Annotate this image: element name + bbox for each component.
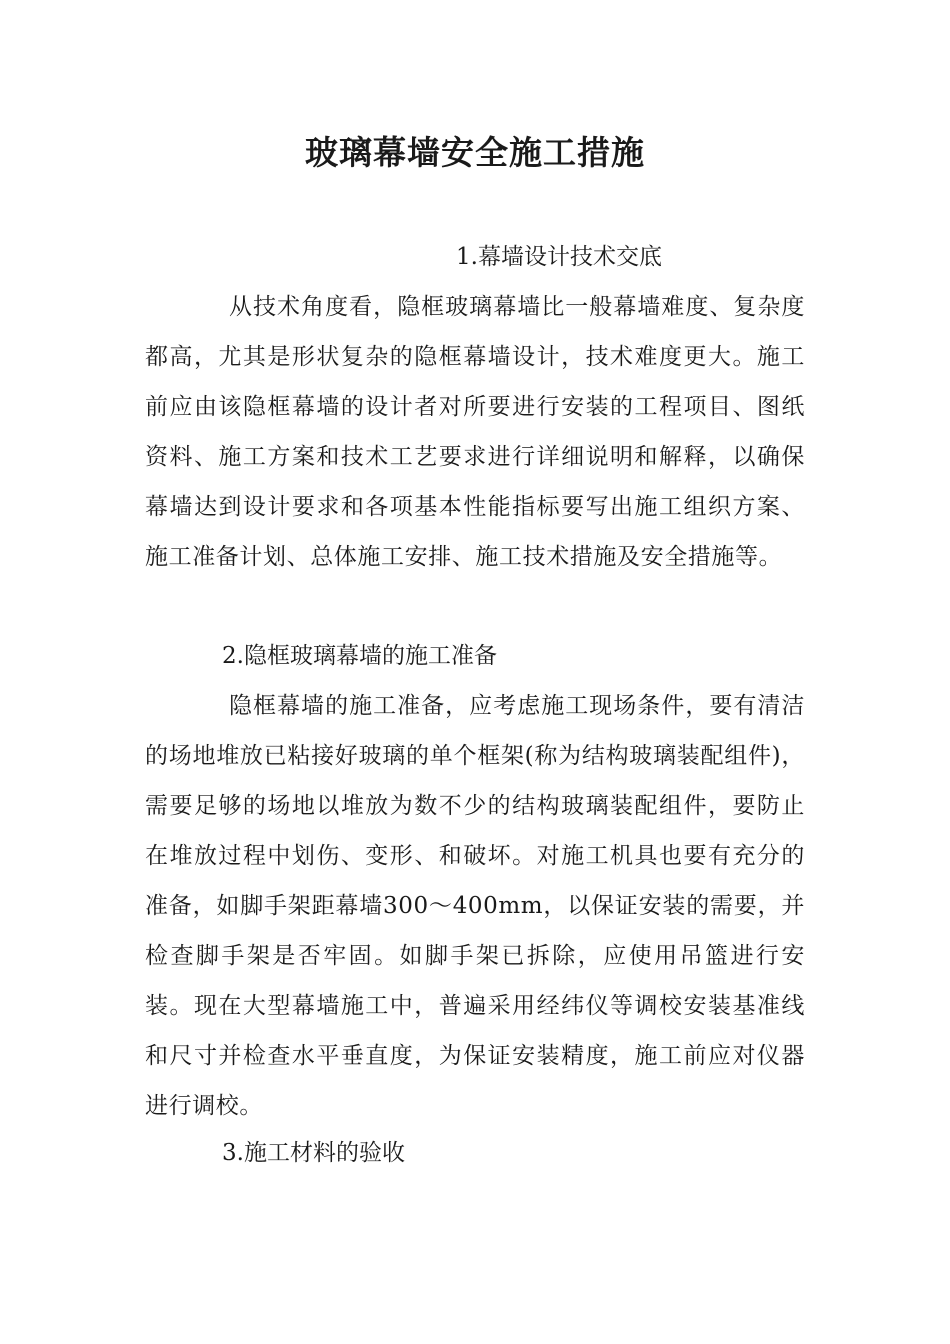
section-paragraph-1: 从技术角度看，隐框玻璃幕墙比一般幕墙难度、复杂度都高，尤其是形状复杂的隐框幕墙设计，技术难度更大。施工前应由该隐框幕墙的设计者对所要进行安装的工程项目、图纸资料、施工方案和技术工艺要求进行详细说明和解释，以确保幕墙达到设计要求和各项基本性能指标要写出施工组织方案、施工准备计划、总体施工安排、施工技术措施及安全措施等。: [145, 294, 805, 570]
section-heading-3: 3.施工材料的验收: [222, 1140, 405, 1166]
section-paragraph-2: 隐框幕墙的施工准备，应考虑施工现场条件，要有清洁的场地堆放已粘接好玻璃的单个框架(称为结构玻璃装配组件)，需要足够的场地以堆放为数不少的结构玻璃装配组件，要防止在堆放过程中划伤、变形、和破坏。对施工机具也要有充分的准备，如脚手架距幕墙300～400mm，以保证安装的需要，并检查脚手架是否牢固。如脚手架已拆除，应使用吊篮进行安装。现在大型幕墙施工中，普遍采用经纬仪等调校安装基准线和尺寸并检查水平垂直度，为保证安装精度，施工前应对仪器进行调校。: [145, 693, 805, 1119]
document-title: 玻璃幕墙安全施工措施: [305, 133, 645, 172]
section-heading-1: 1.幕墙设计技术交底: [456, 244, 662, 270]
section-heading-2: 2.隐框玻璃幕墙的施工准备: [222, 643, 497, 669]
